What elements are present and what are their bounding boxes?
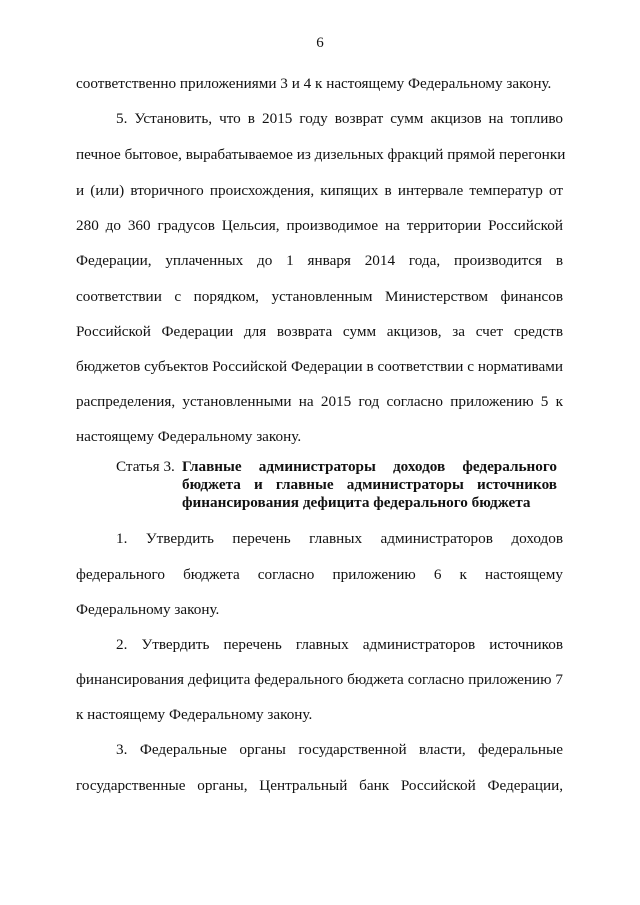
text-line: Федерации, уплаченных до 1 января 2014 года, производится в [76,252,563,269]
article-title-line: Главные администраторы доходов федерального [182,458,557,475]
text-line: соответственно приложениями 3 и 4 к настоящему Федеральному закону. [76,75,552,92]
article-label: Статья 3. [116,458,175,475]
text-line: 2. Утвердить перечень главных администраторов источников [116,636,563,653]
text-line: печное бытовое, вырабатываемое из дизельных фракций прямой перегонки [76,146,566,163]
text-line: 3. Федеральные органы государственной власти, федеральные [116,741,563,758]
article-title-line: финансирования дефицита федерального бюджета [182,494,531,511]
text-line: 5. Установить, что в 2015 году возврат сумм акцизов на топливо [116,110,563,127]
text-line: государственные органы, Центральный банк Российской Федерации, [76,777,563,794]
text-line: Федеральному закону. [76,601,220,618]
article-title-line: бюджета и главные администраторы источников [182,476,557,493]
text-line: 280 до 360 градусов Цельсия, производимое на территории Российской [76,217,563,234]
text-line: соответствии с порядком, установленным Министерством финансов [76,288,563,305]
text-line: распределения, установленными на 2015 год согласно приложению 5 к [76,393,563,410]
text-line: Российской Федерации для возврата сумм акцизов, за счет средств [76,323,563,340]
text-line: финансирования дефицита федерального бюджета согласно приложению 7 [76,671,563,688]
text-line: 1. Утвердить перечень главных администраторов доходов [116,530,563,547]
text-line: к настоящему Федеральному закону. [76,706,313,723]
text-line: и (или) вторичного происхождения, кипящих в интервале температур от [76,182,563,199]
page-number: 6 [316,35,324,51]
text-line: федерального бюджета согласно приложению 6 к настоящему [76,566,563,583]
text-line: бюджетов субъектов Российской Федерации в соответствии с нормативами [76,358,563,375]
text-line: настоящему Федеральному закону. [76,428,302,445]
